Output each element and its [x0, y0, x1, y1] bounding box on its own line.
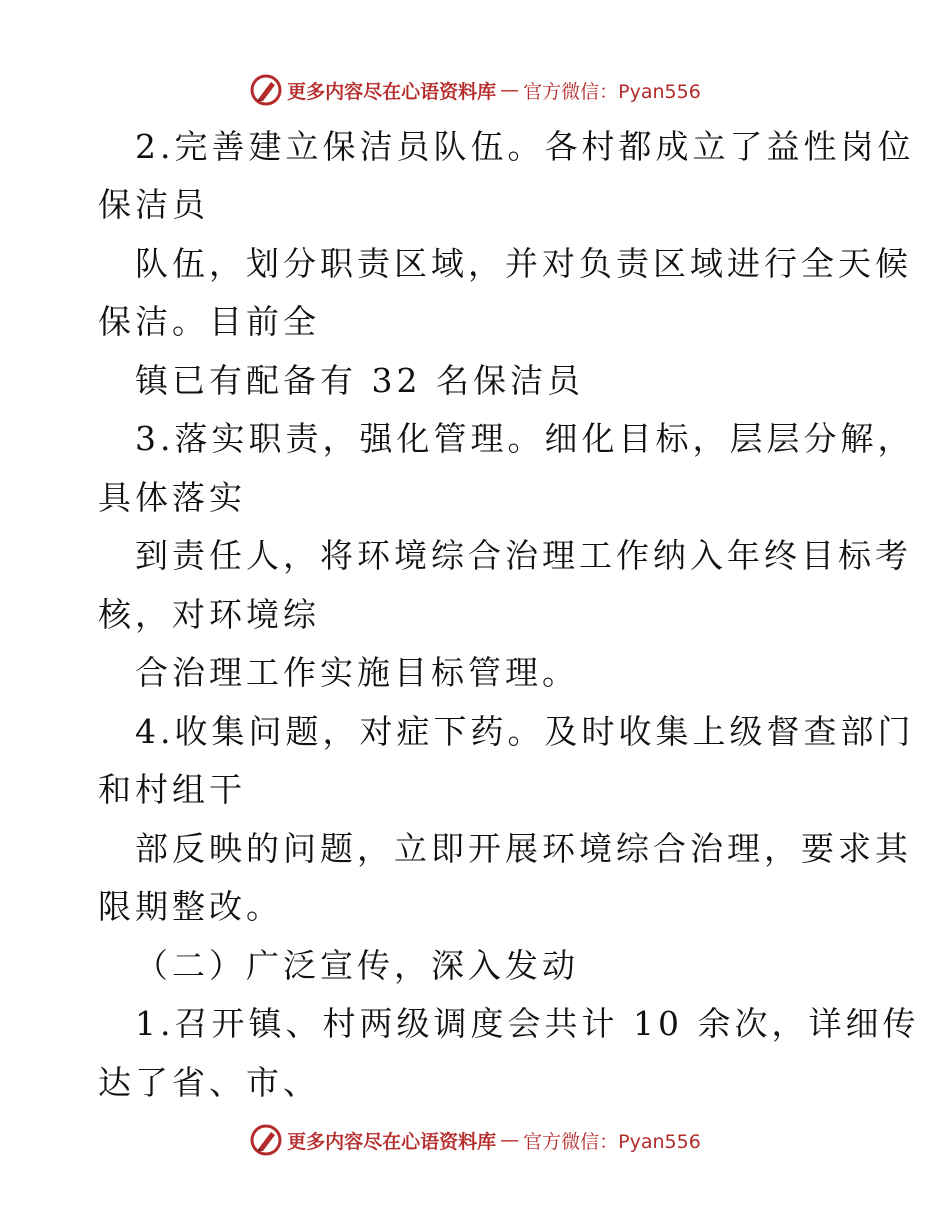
text-line: 达了省、市、	[98, 1063, 320, 1102]
pen-logo-icon	[249, 1123, 283, 1157]
text-line: 镇已有配备有 32 名保洁员	[135, 361, 584, 400]
text-line: 部反映的问题，立即开展环境综合治理，要求其	[135, 829, 912, 868]
text-line: 和村组干	[98, 770, 246, 809]
watermark-group	[249, 73, 701, 107]
text-line: 合治理工作实施目标管理。	[135, 653, 579, 692]
watermark-brand: 更多内容尽在心语资料库	[287, 1130, 497, 1153]
text-line: 3.落实职责，强化管理。细化目标，层层分解，	[135, 419, 915, 458]
watermark-group	[249, 1123, 701, 1157]
text-line: 保洁员	[98, 185, 209, 224]
text-line: 核，对环境综	[98, 595, 320, 634]
text-line: 保洁。目前全	[98, 302, 320, 341]
text-line: 4.收集问题，对症下药。及时收集上级督查部门	[135, 712, 915, 751]
watermark-separator: —	[500, 1129, 520, 1151]
pen-logo-icon	[249, 73, 283, 107]
text-line: 具体落实	[98, 478, 246, 517]
watermark-separator: —	[500, 79, 520, 101]
text-line: 限期整改。	[98, 887, 283, 926]
header-watermark	[0, 70, 950, 110]
text-line: 到责任人，将环境综合治理工作纳入年终目标考	[135, 536, 912, 575]
text-line: 1.召开镇、村两级调度会共计 10 余次，详细传	[135, 1004, 920, 1043]
footer-watermark	[0, 1120, 950, 1160]
text-line: 队伍，划分职责区域，并对负责区域进行全天候	[135, 244, 912, 283]
watermark-contact: 官方微信：Pyan556	[523, 80, 701, 103]
text-line: 2.完善建立保洁员队伍。各村都成立了益性岗位	[135, 127, 915, 166]
watermark-brand: 更多内容尽在心语资料库	[287, 80, 497, 103]
text-line: （二）广泛宣传，深入发动	[135, 946, 579, 985]
watermark-contact: 官方微信：Pyan556	[523, 1130, 701, 1153]
